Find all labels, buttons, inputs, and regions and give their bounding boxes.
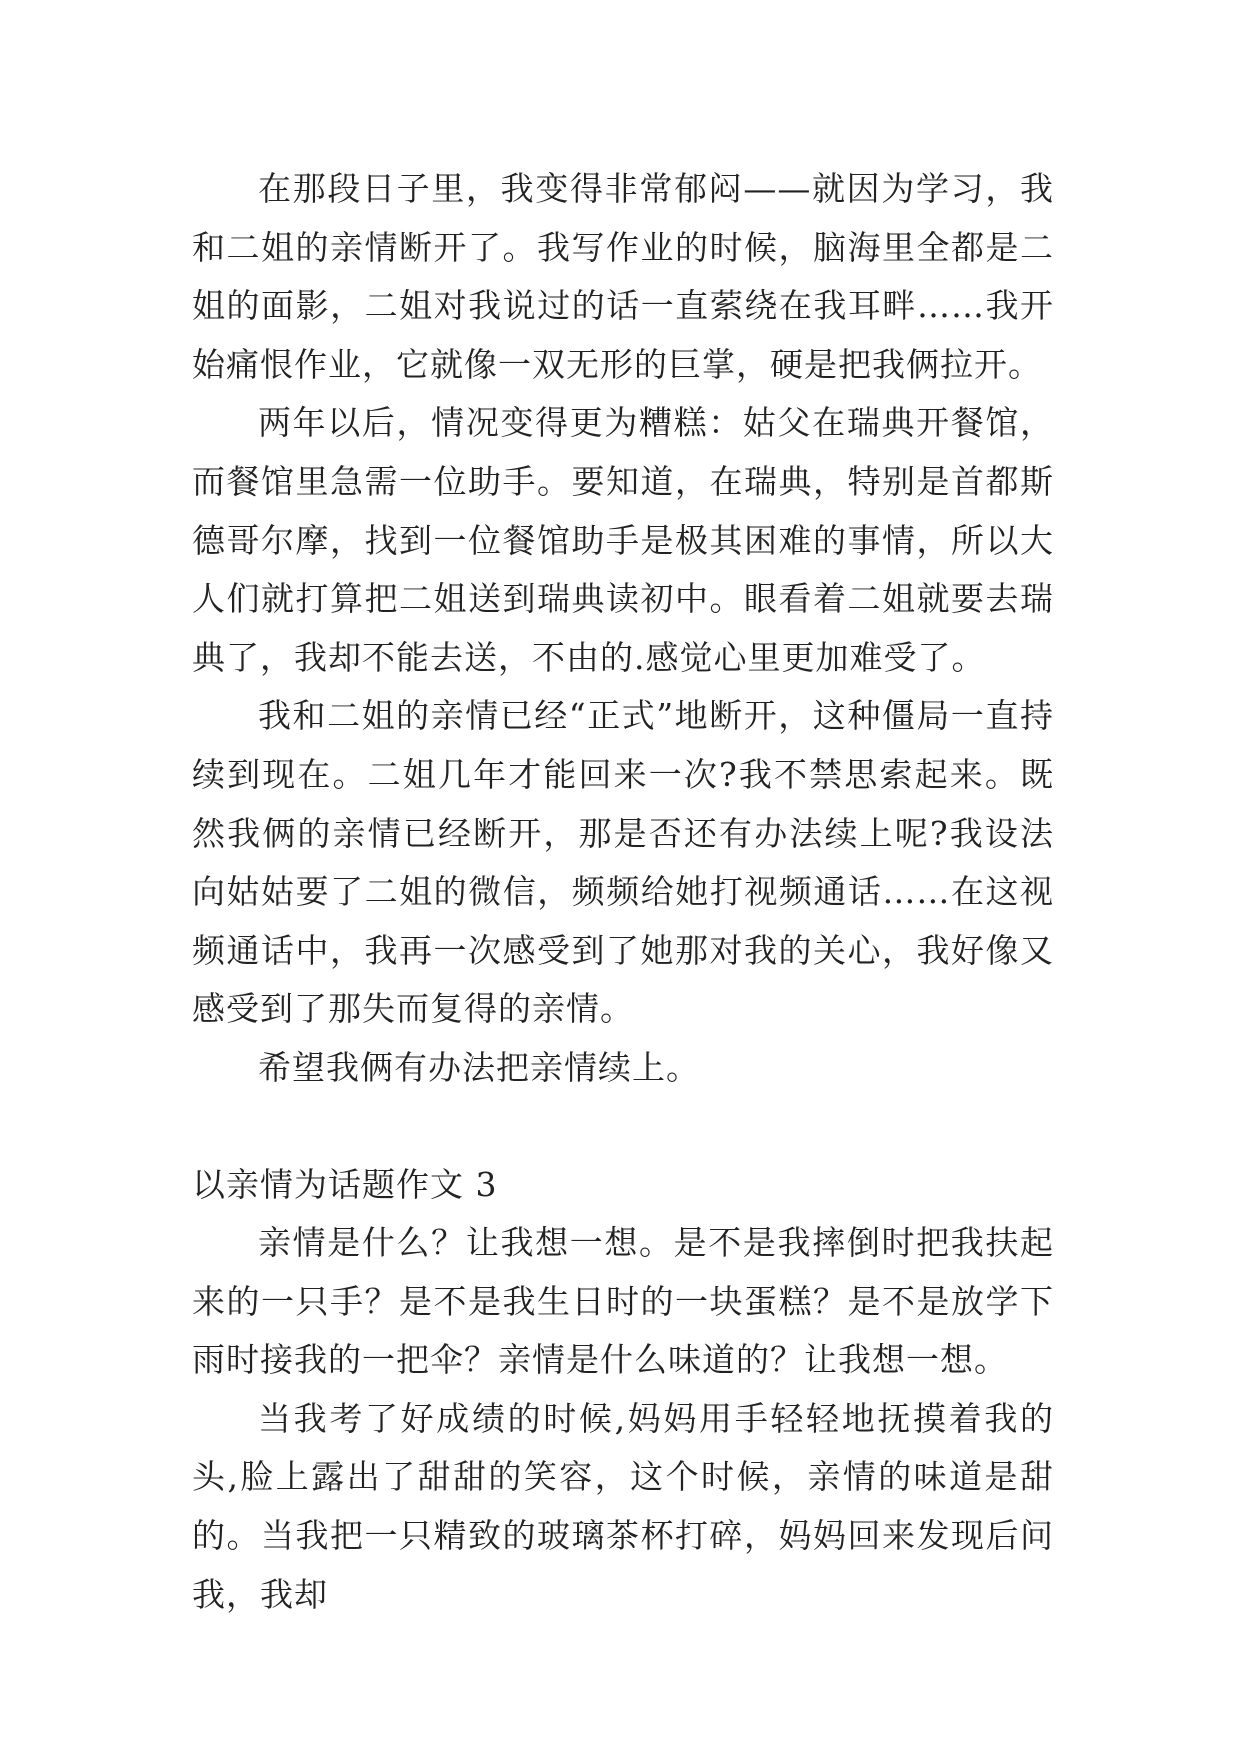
paragraph-3: 我和二姐的亲情已经“正式”地断开，这种僵局一直持续到现在。二姐几年才能回来一次?我不禁思索起来。既然我俩的亲情已经断开，那是否还有办法续上呢?我设法向姑姑要了二姐的微信，频频给她打视频通话……在这视频通话中，我再一次感受到了她那对我的关心，我好像又感受到了那失而复得的亲情。	[192, 696, 1054, 1029]
document-body	[192, 160, 1054, 1624]
paragraph-6: 当我考了好成绩的时候,妈妈用手轻轻地抚摸着我的头,脸上露出了甜甜的笑容，这个时候，亲情的味道是甜的。当我把一只精致的玻璃茶杯打碎，妈妈回来发现后问我，我却	[192, 1398, 1054, 1614]
paragraph-4: 希望我俩有办法把亲情续上。	[258, 1047, 700, 1087]
essay-heading: 以亲情为话题作文 3	[192, 1164, 498, 1204]
paragraph-2: 两年以后，情况变得更为糟糕：姑父在瑞典开餐馆，而餐馆里急需一位助手。要知道，在瑞典，特别是首都斯德哥尔摩，找到一位餐馆助手是极其困难的事情，所以大人们就打算把二姐送到瑞典读初中。眼看着二姐就要去瑞典了，我却不能去送，不由的.感觉心里更加难受了。	[192, 403, 1054, 677]
paragraph-5: 亲情是什么？让我想一想。是不是我摔倒时把我扶起来的一只手？是不是我生日时的一块蛋糕？是不是放学下雨时接我的一把伞？亲情是什么味道的？让我想一想。	[192, 1223, 1054, 1380]
paragraph-1: 在那段日子里，我变得非常郁闷——就因为学习，我和二姐的亲情断开了。我写作业的时候，脑海里全都是二姐的面影，二姐对我说过的话一直萦绕在我耳畔……我开始痛恨作业，它就像一双无形的巨掌，硬是把我俩拉开。	[192, 169, 1054, 384]
